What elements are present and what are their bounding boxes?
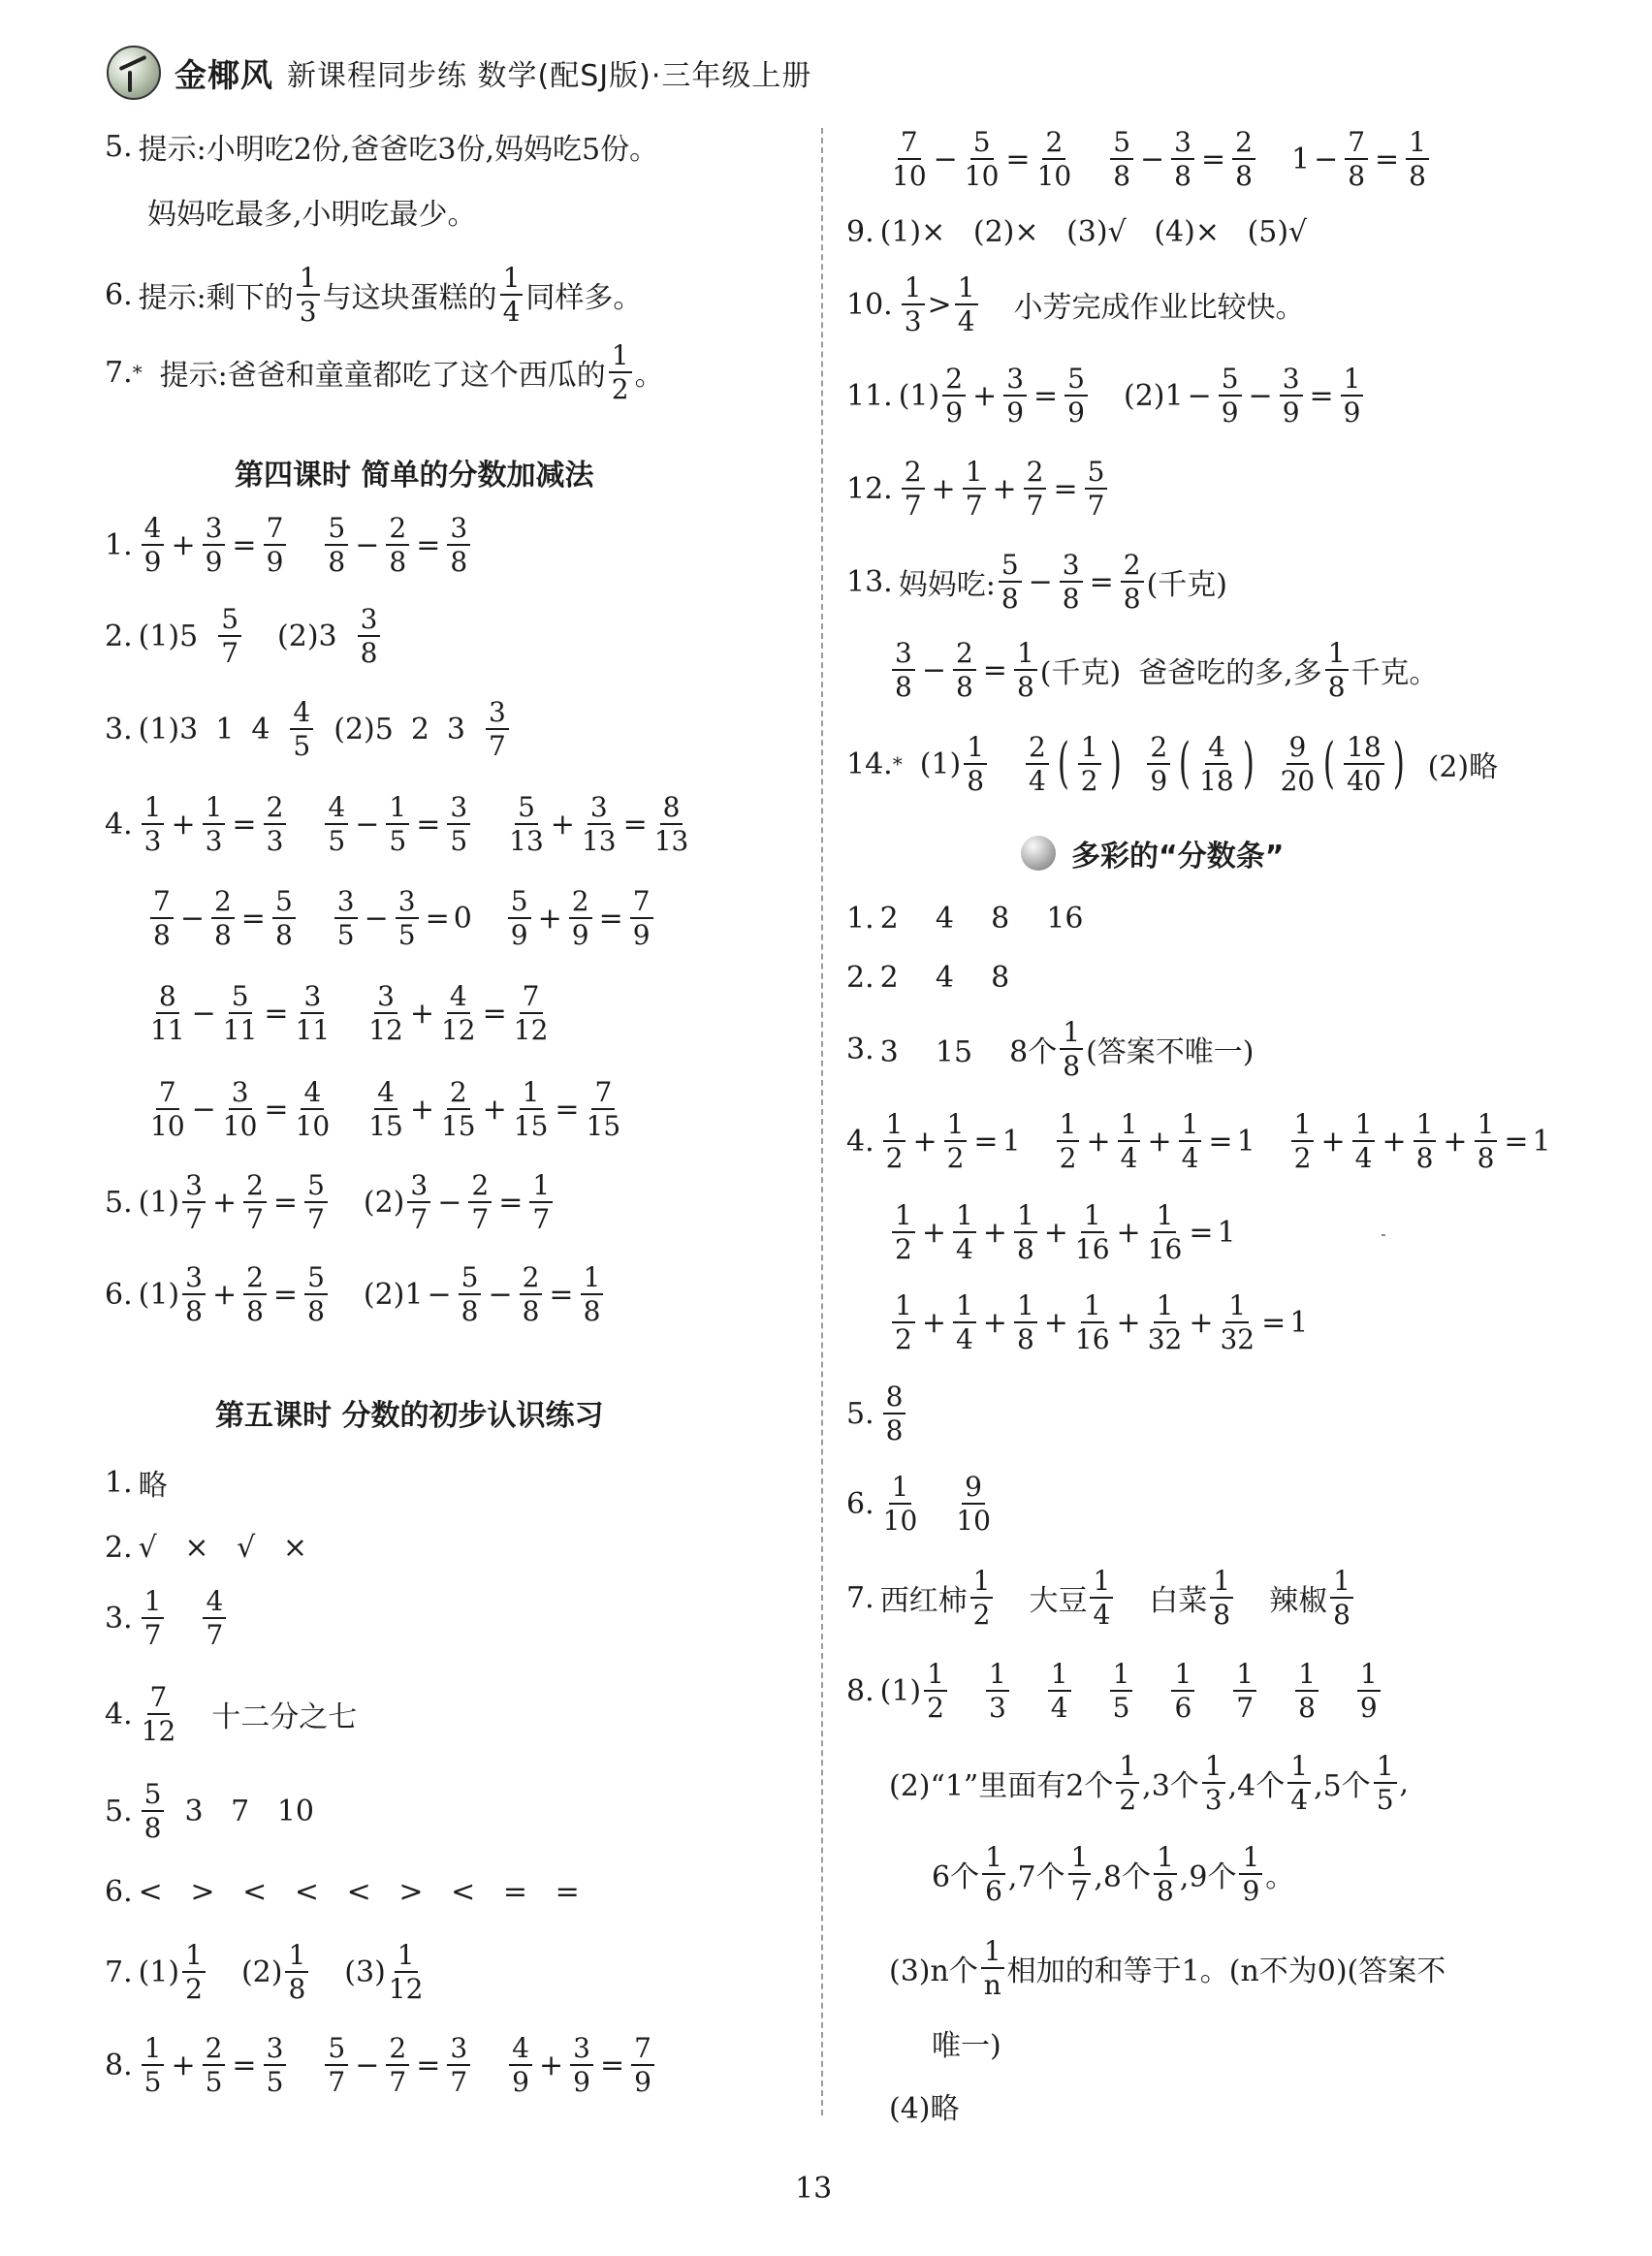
column-divider	[821, 128, 823, 2115]
lesson4-answer-5: 5. (1) $\frac{3}{7}$ + $\frac{2}{7}$ = $\frac{5}{7}$ (2) $\frac{3}{7}$ − $\frac{2}{7}$ = $\frac{1}{7}$	[105, 1167, 556, 1237]
lesson5-answer-3: 3. $\frac{1}{7}$ $\frac{4}{7}$	[105, 1583, 229, 1653]
fraction-strip-answer-2: 2. 2 4 8	[846, 960, 1010, 995]
lesson4-answer-6: 6. (1) $\frac{3}{8}$ + $\frac{2}{8}$ = $\frac{5}{8}$ (2)1 − $\frac{5}{8}$ − $\frac{2}{8}$ = $\frac{1}{8}$	[105, 1259, 606, 1329]
answer-10: 10. $\frac{1}{3}$ > $\frac{1}{4}$ 小芳完成作业比较快。	[846, 270, 1305, 337]
book-series-title: 新课程同步练 数学(配SJ版)·三年级上册	[287, 59, 812, 93]
fraction-strip-answer-6: 6. $\frac{1}{10}$ $\frac{9}{10}$	[846, 1470, 991, 1537]
fraction-strip-answer-8-part3-cont: 唯一)	[932, 2029, 1001, 2063]
answer-9: 9. (1)× (2)× (3)√ (4)× (5)√	[846, 214, 1308, 249]
answer-14: 14. * (1) $\frac{1}{8}$ $\frac{2}{4}$ ( $\frac{1}{2}$ ) $\frac{2}{9}$ ( $\frac{4}{18}$ ) $\frac{9}{20}$ ( $\frac{18}{40}$ ) (2)略	[846, 730, 1499, 797]
lesson5-answer-6: 6. < > < < < > < = =	[105, 1874, 580, 1909]
lesson4-answer-4-row2: $\frac{7}{8}$ − $\frac{2}{8}$ = $\frac{5}{8}$ $\frac{3}{5}$ − $\frac{3}{5}$ = 0 $\frac{5}{9}$ + $\frac{2}{9}$ = $\frac{7}{9}$	[147, 883, 656, 953]
answer-8-continued: $\frac{7}{10}$ − $\frac{5}{10}$ = $\frac{2}{10}$ $\frac{5}{8}$ − $\frac{3}{8}$ = $\frac{2}{8}$ 1 − $\frac{7}{8}$ = $\frac{1}{8}$	[889, 124, 1432, 194]
answer-5-cont: 妈妈吃最多,小明吃最少。	[147, 198, 477, 232]
brand-name: 金椰风	[175, 55, 273, 94]
fraction-strip-answer-8-part2: (2)“1”里面有2个 $\frac{1}{2}$ ,3个 $\frac{1}{3}$ ,4个 $\frac{1}{4}$ ,5个 $\frac{1}{5}$ ,	[889, 1749, 1410, 1816]
bullet-ball-icon	[1021, 836, 1056, 871]
fraction-strip-answer-3: 3. 3 15 8个 $\frac{1}{8}$ (答案不唯一)	[846, 1015, 1255, 1082]
section-title-lesson-5: 第五课时 分数的初步认识练习	[215, 1399, 604, 1433]
fraction-strip-answer-4-row3: $\frac{1}{2}$ + $\frac{1}{4}$ + $\frac{1}{8}$ + $\frac{1}{16}$ + $\frac{1}{32}$ + $\frac{1}{32}$ = 1	[889, 1287, 1308, 1357]
lesson5-answer-7: 7. (1) $\frac{1}{2}$ (2) $\frac{1}{8}$ (3) $\frac{1}{12}$	[105, 1938, 424, 2005]
answer-13: 13. 妈妈吃: $\frac{5}{8}$ − $\frac{3}{8}$ = $\frac{2}{8}$ (千克)	[846, 548, 1228, 615]
fraction-strip-answer-7: 7. 西红柿 $\frac{1}{2}$ 大豆 $\frac{1}{4}$ 白菜 $\frac{1}{8}$ 辣椒 $\frac{1}{8}$	[846, 1563, 1356, 1633]
answer-5: 5. 提示:小明吃2份,爸爸吃3份,妈妈吃5份。	[105, 129, 659, 167]
answer-11: 11. (1) $\frac{2}{9}$ + $\frac{3}{9}$ = $\frac{5}{9}$ (2)1 − $\frac{5}{9}$ − $\frac{3}{9}$ = $\frac{1}{9}$	[846, 361, 1366, 430]
section-title-fraction-strips: 多彩的“分数条”	[1021, 832, 1284, 874]
page-number: 13	[795, 2172, 833, 2206]
fraction-strip-answer-4-row1: 4. $\frac{1}{2}$ + $\frac{1}{2}$ = 1 $\frac{1}{2}$ + $\frac{1}{4}$ + $\frac{1}{4}$ = 1 $\frac{1}{2}$ + $\frac{1}{4}$ + $\frac{1}{8}$ + $\frac{1}{8}$ = 1	[846, 1107, 1551, 1174]
lesson4-answer-3: 3. (1)3 1 4 $\frac{4}{5}$ (2)5 2 3 $\frac{3}{7}$	[105, 694, 512, 764]
lesson4-answer-4-row4: $\frac{7}{10}$ − $\frac{3}{10}$ = $\frac{4}{10}$ $\frac{4}{15}$ + $\frac{2}{15}$ + $\frac{1}{15}$ = $\frac{7}{15}$	[150, 1075, 621, 1142]
lesson5-answer-1: 1. 略	[105, 1465, 168, 1503]
stray-mark	[1382, 1234, 1385, 1236]
page-header	[107, 39, 811, 107]
fraction-strip-answer-8-part1: 8. (1) $\frac{1}{2}$ $\frac{1}{3}$ $\frac{1}{4}$ $\frac{1}{5}$ $\frac{1}{6}$ $\frac{1}{7}$ $\frac{1}{8}$ $\frac{1}{9}$	[846, 1656, 1383, 1726]
lesson5-answer-4: 4. $\frac{7}{12}$ 十二分之七	[105, 1680, 358, 1747]
fraction-strip-answer-5: 5. $\frac{8}{8}$	[846, 1379, 908, 1448]
section-title-lesson-4: 第四课时 简单的分数加减法	[235, 459, 594, 493]
fraction-strip-answer-4-row2: $\frac{1}{2}$ + $\frac{1}{4}$ + $\frac{1}{8}$ + $\frac{1}{16}$ + $\frac{1}{16}$ = 1	[889, 1197, 1236, 1267]
answer-13-cont: $\frac{3}{8}$ − $\frac{2}{8}$ = $\frac{1}{8}$ (千克) 爸爸吃的多,多 $\frac{1}{8}$ 千克。	[889, 635, 1439, 705]
answer-12: 12. $\frac{2}{7}$ + $\frac{1}{7}$ + $\frac{2}{7}$ = $\frac{5}{7}$	[846, 454, 1110, 524]
answer-7: 7. * 提示:爸爸和童童都吃了这个西瓜的 $\frac{1}{2}$ 。	[105, 338, 664, 405]
lesson4-answer-1: 1. $\frac{4}{9}$ + $\frac{3}{9}$ = $\frac{7}{9}$ $\frac{5}{8}$ − $\frac{2}{8}$ = $\frac{3}{8}$	[105, 510, 473, 580]
lesson4-answer-4-row1: 4. $\frac{1}{3}$ + $\frac{1}{3}$ = $\frac{2}{3}$ $\frac{4}{5}$ − $\frac{1}{5}$ = $\frac{3}{5}$ $\frac{5}{13}$ + $\frac{3}{13}$ = $\frac{8}{13}$	[105, 790, 689, 857]
fraction-strip-answer-1: 1. 2 4 8 16	[846, 901, 1084, 936]
answer-6: 6. 提示:剩下的 $\frac{1}{3}$ 与这块蛋糕的 $\frac{1}{4}$ 同样多。	[105, 261, 643, 328]
fraction-strip-answer-8-part3: (3)n个 $\frac{1}{n}$ 相加的和等于1。(n不为0)(答案不	[889, 1934, 1446, 2001]
lesson4-answer-2: 2. (1)5 $\frac{5}{7}$ (2)3 $\frac{3}{8}$	[105, 601, 383, 671]
lesson4-answer-4-row3: $\frac{8}{11}$ − $\frac{5}{11}$ = $\frac{3}{11}$ $\frac{3}{12}$ + $\frac{4}{12}$ = $\frac{7}{12}$	[150, 979, 549, 1046]
fraction-strip-answer-8-part4: (4)略	[889, 2092, 960, 2126]
lesson5-answer-8: 8. $\frac{1}{5}$ + $\frac{2}{5}$ = $\frac{3}{5}$ $\frac{5}{7}$ − $\frac{2}{7}$ = $\frac{3}{7}$ $\frac{4}{9}$ + $\frac{3}{9}$ = $\frac{7}{9}$	[105, 2030, 657, 2100]
fraction-strip-answer-8-part2-cont: 6个 $\frac{1}{6}$ ,7个 $\frac{1}{7}$ ,8个 $\frac{1}{8}$ ,9个 $\frac{1}{9}$ 。	[932, 1840, 1295, 1907]
lesson5-answer-2: 2. √ × √ ×	[105, 1530, 307, 1565]
lesson5-answer-5: 5. $\frac{5}{8}$ 3 7 10	[105, 1777, 315, 1844]
coconut-logo-icon	[107, 46, 161, 100]
